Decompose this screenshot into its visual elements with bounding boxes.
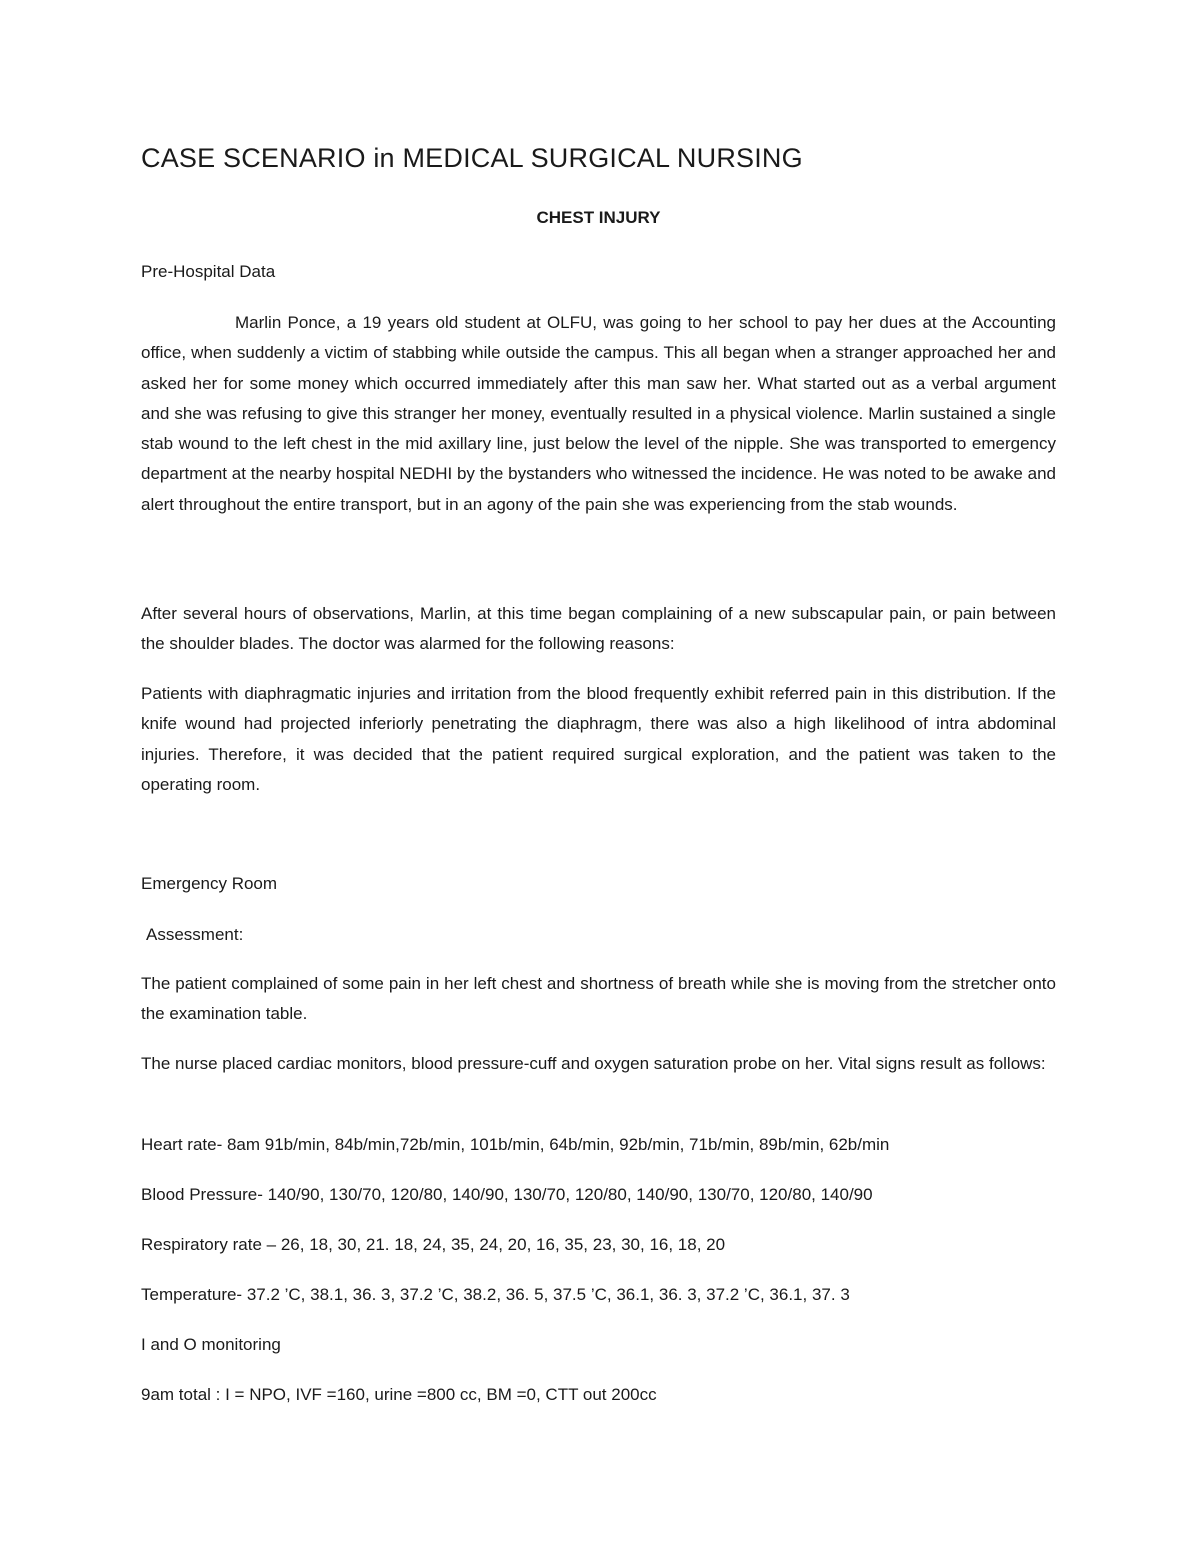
pre-hospital-paragraph-2: After several hours of observations, Marlin, at this time began complaining of a new subscapular pain, or pain between the shoulder blades. The doctor was alarmed for the following reasons: — [141, 604, 1056, 654]
pre-hospital-paragraph-3: Patients with diaphragmatic injuries and irritation from the blood frequently exhibit referred pain in this distribution. If the knife wound had projected inferiorly penetrating the diaphragm, there was also a high likelihood of intra abdominal injuries. Therefore, it was decided that the patient required surgical exploration, and the patient was taken to the operating room. — [141, 684, 1056, 794]
temperature-line: Temperature- 37.2 ’C, 38.1, 36. 3, 37.2 ’C, 38.2, 36. 5, 37.5 ’C, 36.1, 36. 3, 37.2 ’C, 36.1, 37. 3 — [141, 1285, 850, 1304]
pre-hospital-heading: Pre-Hospital Data — [141, 262, 276, 281]
assessment-label: Assessment: — [146, 925, 244, 944]
io-monitoring-heading: I and O monitoring — [141, 1335, 281, 1354]
heart-rate-line: Heart rate- 8am 91b/min, 84b/min,72b/min, 101b/min, 64b/min, 92b/min, 71b/min, 89b/min, 62b/min — [141, 1135, 890, 1154]
pre-hospital-paragraph-1: Marlin Ponce, a 19 years old student at OLFU, was going to her school to pay her dues at the Accounting office, when suddenly a victim of stabbing while outside the campus. This all began when a stranger approached her and asked her for some money which occurred immediately after this man saw her. What started out as a verbal argument and she was refusing to give this stranger her money, eventually resulted in a physical violence. Marlin sustained a single stab wound to the left chest in the mid axillary line, just below the level of the nipple. She was transported to emergency department at the nearby hospital NEDHI by the bystanders who witnessed the incidence. He was noted to be awake and alert throughout the entire transport, but in an agony of the pain she was experiencing from the stab wounds. — [141, 313, 1056, 514]
assessment-paragraph-1: The patient complained of some pain in her left chest and shortness of breath while she is moving from the stretcher onto the examination table. — [141, 974, 1056, 1024]
assessment-paragraph-2: The nurse placed cardiac monitors, blood pressure-cuff and oxygen saturation probe on her. Vital signs result as follows: — [141, 1054, 1046, 1073]
io-9am-total: 9am total : I = NPO, IVF =160, urine =800 cc, BM =0, CTT out 200cc — [141, 1385, 657, 1404]
document-subtitle: CHEST INJURY — [536, 208, 661, 227]
blood-pressure-line: Blood Pressure- 140/90, 130/70, 120/80, 140/90, 130/70, 120/80, 140/90, 130/70, 120/80, 140/90 — [141, 1185, 873, 1204]
document-title: CASE SCENARIO in MEDICAL SURGICAL NURSING — [141, 143, 803, 173]
respiratory-rate-line: Respiratory rate – 26, 18, 30, 21. 18, 24, 35, 24, 20, 16, 35, 23, 30, 16, 18, 20 — [141, 1235, 726, 1254]
emergency-room-heading: Emergency Room — [141, 874, 278, 893]
